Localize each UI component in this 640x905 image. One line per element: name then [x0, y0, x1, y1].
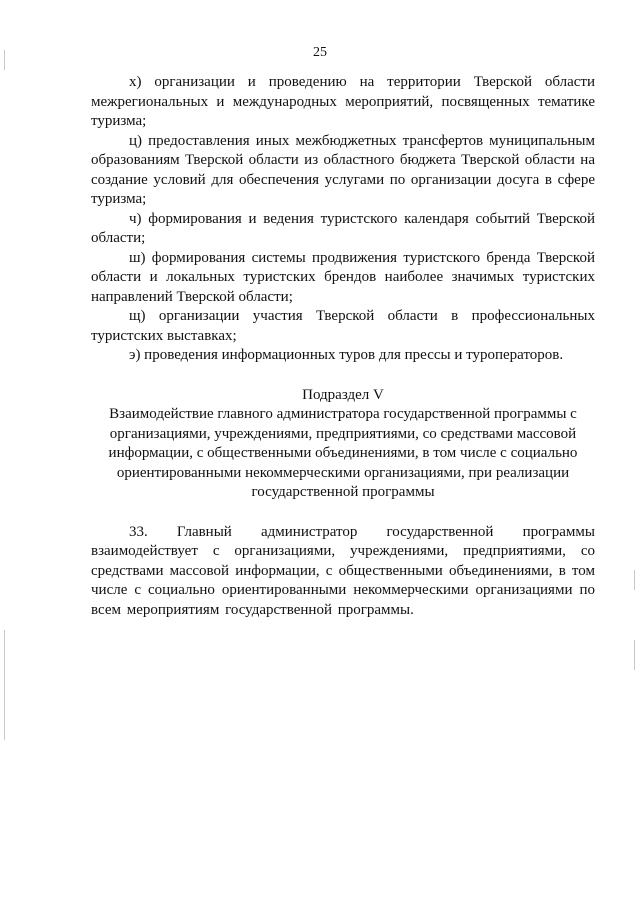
list-item-e: э) проведения информационных туров для прессы и туроператоров. [129, 347, 564, 363]
list-item-shch: щ) организации участия Тверской области в профессиональных туристских выставках; [91, 308, 595, 344]
subsection-title: Взаимодействие главного администратора государственной программы с организациями, учреждениями, предприятиями, со средствами массовой информации, с общественными объединениями, в том числе с социально ориентированными некоммерческими организациями, при реализации государственной программы [108, 406, 578, 500]
list-item-sh: ш) формирования системы продвижения туристского бренда Тверской области и локальных туристских брендов наиболее значимых туристских направлений Тверской области; [91, 249, 595, 305]
paragraph-33: 33. Главный администратор государственной программы взаимодействует с организациями, учреждениями, предприятиями, со средствами массовой информации, с общественными объединениями, в том числе с социально ориентированными некоммерческими организациями по всем мероприятиям государственной программы. [91, 523, 595, 618]
page-number: 25 [313, 45, 327, 60]
list-item-ch: ч) формирования и ведения туристского календаря событий Тверской области; [91, 210, 595, 246]
list-item-ts: ц) предоставления иных межбюджетных трансфертов муниципальным образованиям Тверской области из областного бюджета Тверской области на создание условий для обеспечения услугами по организации досуга в сфере туризма; [91, 132, 595, 207]
scan-mark-left-mid [4, 630, 5, 740]
scan-mark-left-top [4, 50, 5, 70]
list-item-kh: х) организации и проведению на территории Тверской области межрегиональных и международных мероприятий, посвященных тематике туризма; [91, 74, 595, 129]
document-body [91, 73, 595, 635]
subsection-header [91, 386, 595, 503]
scan-mark-right-low [634, 640, 635, 670]
scan-mark-right-mid [634, 570, 635, 590]
subsection-heading: Подраздел V [302, 386, 384, 403]
